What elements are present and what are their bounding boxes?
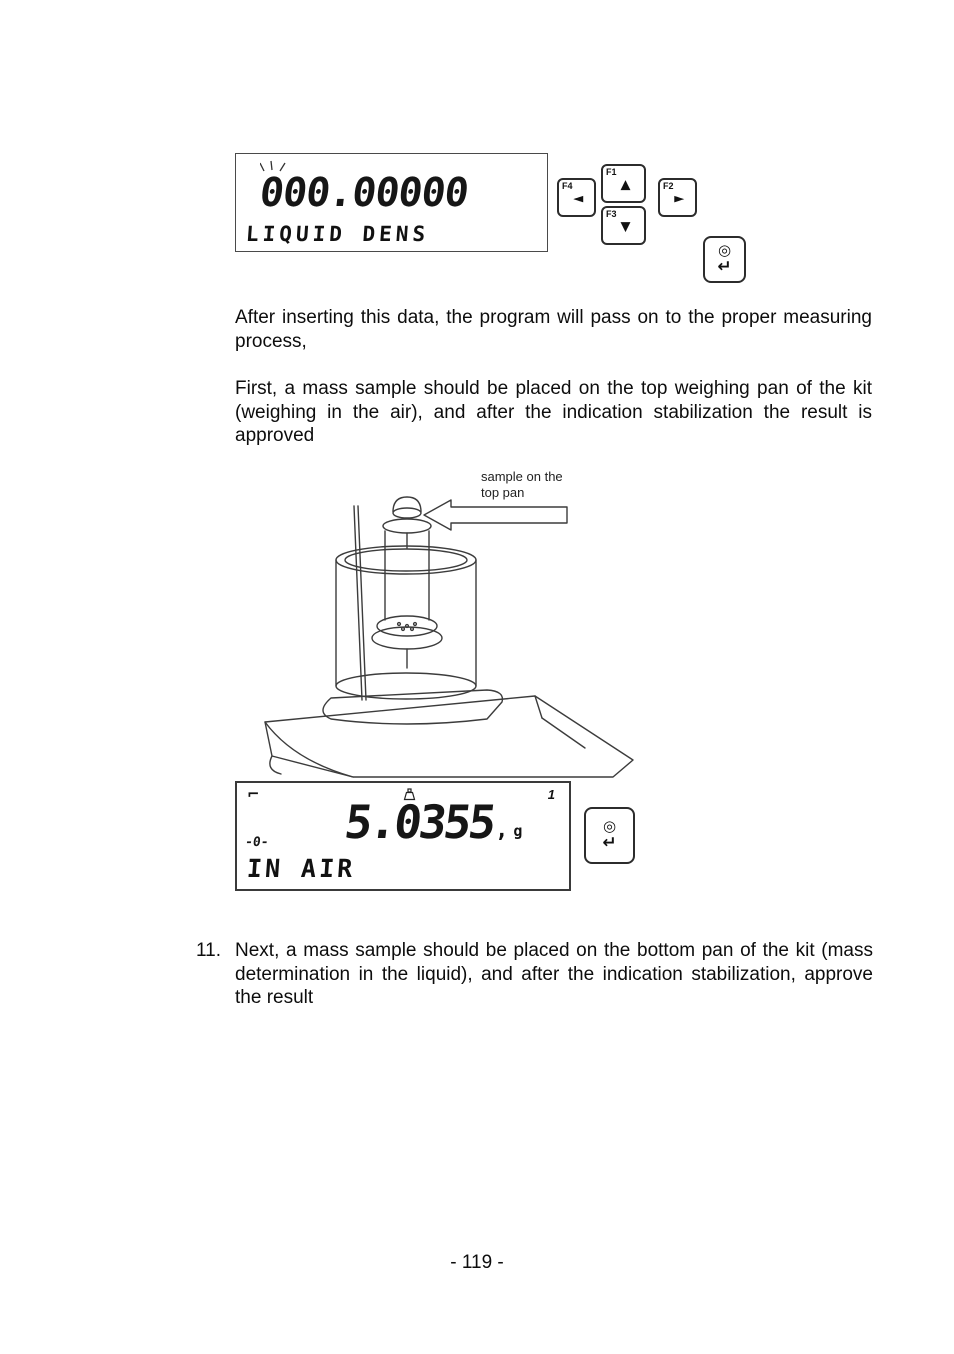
zero-indicator: -0-: [244, 835, 270, 850]
enter-arrow-icon: ↵: [717, 257, 732, 277]
key-f1-up: [601, 164, 646, 203]
key-f2-right: [658, 178, 697, 217]
density-kit-figure: [235, 460, 635, 778]
print-icon: ◎: [602, 817, 617, 835]
left-arrow-icon: ◄: [573, 191, 584, 207]
up-arrow-icon: ▲: [620, 177, 631, 193]
paragraph-first-mass-sample: First, a mass sample should be placed on the top weighing pan of the kit (weighing in the air), and after the indication stabilization the result is approved: [235, 378, 872, 446]
list-item-text: Next, a mass sample should be placed on the bottom pan of the kit (mass determination in the liquid), and after the indication stabilization, approve the result: [235, 940, 873, 1008]
stability-icon: ⌐: [247, 785, 260, 803]
key-f1-label: F1: [606, 167, 617, 177]
lcd-display-in-air: [235, 781, 571, 891]
figure-annotation-line1: sample on the: [481, 469, 563, 484]
lcd-display-liquid-dens: [235, 153, 548, 252]
callout-arrow-icon: [424, 500, 567, 530]
key-f2-label: F2: [663, 181, 674, 191]
down-arrow-icon: ▼: [620, 219, 631, 235]
right-arrow-icon: ►: [674, 191, 685, 207]
range-indicator: 1: [547, 787, 555, 802]
weight-value: 5.0355: [341, 795, 497, 849]
key-f3-label: F3: [606, 209, 617, 219]
print-icon: ◎: [717, 241, 732, 259]
weight-readout: [341, 795, 523, 849]
figure-annotation-line2: top pan: [481, 485, 525, 500]
separator-mark: ,: [495, 818, 509, 843]
list-item-number: 11.: [196, 940, 222, 961]
lcd-mode-label: LIQUID DENS: [245, 222, 430, 246]
mode-label: IN AIR: [245, 854, 357, 883]
page-number: - 119 -: [450, 1252, 504, 1273]
paragraph-after-inserting: After inserting this data, the program will pass on to the proper measuring process,: [235, 307, 872, 352]
key-f4-left: [557, 178, 596, 217]
enter-print-key: [703, 236, 746, 283]
key-f4-label: F4: [562, 181, 573, 191]
key-f3-down: [601, 206, 646, 245]
enter-print-key-2: [584, 807, 635, 864]
unit-label: g: [513, 822, 523, 840]
lcd-value: 000.00000: [257, 170, 471, 216]
enter-arrow-icon: ↵: [602, 833, 617, 853]
list-item-11: [196, 939, 873, 1010]
